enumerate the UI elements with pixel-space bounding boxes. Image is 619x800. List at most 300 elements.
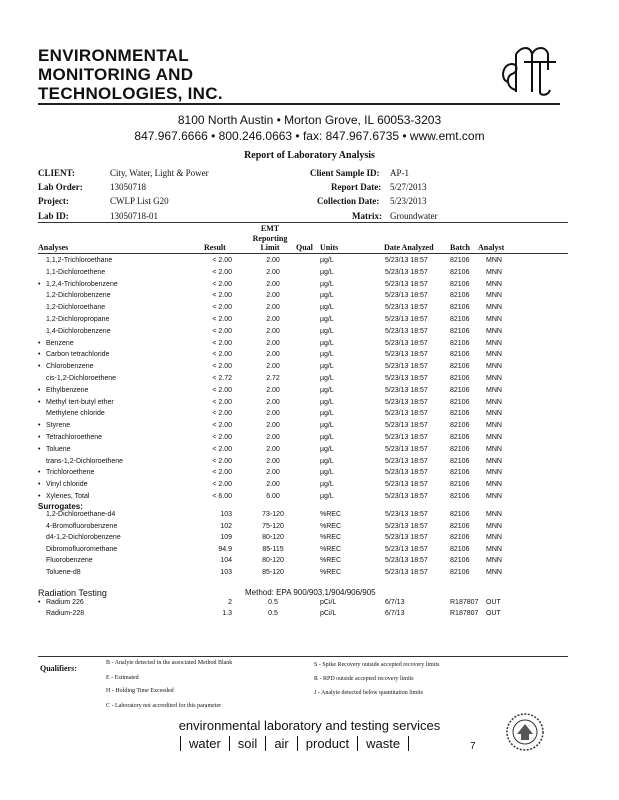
reporting-limit: 2.00: [266, 292, 280, 300]
batch-value: 82106: [450, 386, 470, 394]
analyte-name: Chlorobenzene: [46, 363, 94, 371]
result-value: 2: [228, 599, 232, 606]
row-marker: •: [38, 469, 41, 477]
analyst-value: MNN: [486, 534, 502, 541]
reporting-limit: 2.00: [266, 280, 280, 288]
table-row: [38, 434, 568, 445]
company-address: 8100 North Austin • Morton Grove, IL 60053-3203: [177, 113, 442, 127]
reporting-limit: 85-115: [262, 545, 284, 553]
units-value: µg/L: [320, 469, 334, 477]
date-analyzed: 5/23/13 18:57: [385, 316, 428, 323]
units-value: µg/L: [320, 457, 334, 465]
service-item: product: [297, 736, 357, 751]
reporting-limit: 2.00: [266, 257, 280, 264]
analyst-value: MNN: [486, 257, 502, 264]
analyte-name: Radium 226: [46, 599, 84, 606]
analyte-name: 1,2-Dichlorobenzene: [46, 292, 111, 300]
row-marker: •: [38, 363, 41, 371]
table-row: [38, 304, 568, 315]
row-marker: •: [38, 445, 41, 453]
batch-value: 82106: [450, 568, 470, 576]
table-row: [38, 340, 568, 351]
analyte-name: 1,2,4-Trichlorobenzene: [46, 280, 118, 288]
analyst-value: MNN: [486, 351, 502, 359]
qualifier-c: C - Laboratory not accredited for this parameter: [106, 703, 222, 709]
company-name: [38, 46, 223, 103]
units-value: µg/L: [320, 386, 334, 394]
project-value: CWLP List G20: [110, 196, 169, 206]
row-marker: •: [38, 339, 41, 347]
lab-id-label: Lab ID:: [38, 211, 69, 221]
table-row: [38, 599, 568, 610]
reporting-limit: 2.72: [266, 375, 280, 382]
result-value: 104: [220, 557, 232, 564]
batch-value: 82106: [450, 375, 470, 382]
analyst-value: MNN: [486, 327, 502, 335]
col-reporting: Reporting: [252, 234, 288, 243]
batch-value: 82106: [450, 422, 470, 430]
service-item: waste: [357, 736, 409, 751]
footer-tagline: environmental laboratory and testing services: [178, 718, 441, 733]
analyst-value: MNN: [486, 493, 502, 500]
analyte-name: 1,2-Dichloroethane-d4: [46, 511, 116, 518]
result-value: 103: [220, 568, 232, 576]
analyte-name: 1,2-Dichloropropane: [46, 316, 110, 323]
units-value: µg/L: [320, 410, 334, 418]
analyst-value: MNN: [486, 410, 502, 418]
analyte-name: trans-1,2-Dichloroethene: [46, 457, 124, 465]
table-row: [38, 569, 568, 580]
analyte-name: Trichloroethene: [46, 469, 95, 477]
analyte-name: 1,4-Dichlorobenzene: [46, 327, 111, 335]
analyte-name: d4-1,2-Dichlorobenzene: [46, 534, 121, 541]
header-divider: [38, 222, 568, 223]
qualifiers-divider: [38, 656, 568, 657]
result-value: 109: [220, 534, 232, 541]
date-analyzed: 5/23/13 18:57: [385, 534, 428, 541]
analyte-name: Toluene: [46, 445, 71, 453]
analyte-name: 1,1-Dichloroethene: [46, 268, 106, 276]
batch-value: 82106: [450, 257, 470, 264]
batch-value: 82106: [450, 280, 470, 288]
batch-value: 82106: [450, 316, 470, 323]
date-analyzed: 5/23/13 18:57: [385, 493, 428, 500]
result-value: 102: [220, 522, 232, 530]
table-row: [38, 292, 568, 303]
service-item: water: [180, 736, 229, 751]
analyst-value: MNN: [486, 545, 502, 553]
qualifier-h: H - Holding Time Exceeded: [106, 688, 174, 694]
batch-value: 82106: [450, 522, 470, 530]
units-value: µg/L: [320, 257, 334, 264]
row-marker: •: [38, 351, 41, 359]
analyte-name: Dibromofluoromethane: [46, 545, 118, 553]
table-row: [38, 481, 568, 492]
units-value: %REC: [320, 545, 342, 553]
date-analyzed: 5/23/13 18:57: [385, 257, 428, 264]
units-value: µg/L: [320, 363, 334, 371]
accreditation-seal-icon: [505, 712, 545, 752]
reporting-limit: 6.00: [266, 493, 280, 500]
result-value: < 2.00: [212, 268, 232, 276]
date-analyzed: 5/23/13 18:57: [385, 481, 428, 489]
reporting-limit: 2.00: [266, 363, 280, 371]
date-analyzed: 5/23/13 18:57: [385, 363, 428, 371]
table-row: [38, 363, 568, 374]
qualifier-r: R - RPD outside accepted recovery limits: [314, 676, 414, 682]
service-item: air: [265, 736, 296, 751]
reporting-limit: 0.5: [268, 599, 278, 606]
result-value: < 2.00: [212, 280, 232, 288]
col-emt: EMT: [260, 224, 280, 233]
analyte-name: 4-Bromofluorobenzene: [46, 522, 118, 530]
analyst-value: MNN: [486, 292, 502, 300]
col-date-analyzed: Date Analyzed: [384, 243, 434, 252]
col-qual: Qual: [296, 243, 313, 252]
service-item: soil: [229, 736, 266, 751]
analyte-name: Carbon tetrachloride: [46, 351, 110, 359]
result-value: < 6.00: [212, 493, 232, 500]
row-marker: •: [38, 493, 41, 500]
table-row: [38, 511, 568, 522]
reporting-limit: 0.5: [268, 610, 278, 617]
analyst-value: MNN: [486, 280, 502, 288]
table-row: [38, 458, 568, 469]
units-value: µg/L: [320, 292, 334, 300]
analyst-value: OUT: [486, 610, 501, 617]
date-analyzed: 5/23/13 18:57: [385, 511, 428, 518]
row-marker: •: [38, 398, 41, 406]
page-number: 7: [470, 741, 476, 752]
qualifier-s: S - Spike Recovery outside accepted recovery limits: [314, 662, 440, 668]
result-value: < 2.72: [212, 375, 232, 382]
collection-date-value: 5/23/2013: [390, 196, 427, 206]
units-value: µg/L: [320, 493, 334, 500]
date-analyzed: 5/23/13 18:57: [385, 386, 428, 394]
analyte-name: Methyl tert-butyl ether: [46, 398, 114, 406]
row-marker: •: [38, 422, 41, 430]
row-marker: •: [38, 280, 41, 288]
reporting-limit: 85-120: [262, 568, 284, 576]
units-value: pCi/L: [320, 599, 337, 606]
reporting-limit: 2.00: [266, 398, 280, 406]
reporting-limit: 2.00: [266, 339, 280, 347]
units-value: %REC: [320, 522, 342, 530]
units-value: µg/L: [320, 351, 334, 359]
result-value: < 2.00: [212, 457, 232, 465]
batch-value: 82106: [450, 410, 470, 418]
units-value: µg/L: [320, 434, 334, 441]
col-analyses: Analyses: [38, 243, 69, 252]
date-analyzed: 6/7/13: [385, 599, 405, 606]
analyst-value: MNN: [486, 522, 502, 530]
date-analyzed: 5/23/13 18:57: [385, 351, 428, 359]
batch-value: 82106: [450, 304, 470, 312]
company-contact: 847.967.6666 • 800.246.0663 • fax: 847.967.6735 • www.emt.com: [134, 129, 485, 143]
row-marker: •: [38, 599, 41, 606]
batch-value: 82106: [450, 481, 470, 489]
emt-logo-icon: [498, 40, 560, 98]
units-value: %REC: [320, 557, 342, 564]
reporting-limit: 2.00: [266, 386, 280, 394]
batch-value: 82106: [450, 339, 470, 347]
analyst-value: MNN: [486, 557, 502, 564]
table-row: [38, 422, 568, 433]
analyst-value: MNN: [486, 469, 502, 477]
table-row: [38, 269, 568, 280]
date-analyzed: 5/23/13 18:57: [385, 522, 428, 530]
analyst-value: MNN: [486, 398, 502, 406]
reporting-limit: 2.00: [266, 327, 280, 335]
qualifier-j: J - Analyte detected below quantitation limits: [314, 690, 423, 696]
date-analyzed: 5/23/13 18:57: [385, 557, 428, 564]
date-analyzed: 5/23/13 18:57: [385, 568, 428, 576]
analyte-name: 1,2-Dichloroethane: [46, 304, 106, 312]
date-analyzed: 5/23/13 18:57: [385, 545, 428, 553]
date-analyzed: 5/23/13 18:57: [385, 457, 428, 465]
analyte-name: Styrene: [46, 422, 71, 430]
reporting-limit: 2.00: [266, 304, 280, 312]
matrix-label: Matrix:: [352, 211, 382, 221]
qualifiers-label: Qualifiers:: [40, 664, 77, 673]
table-row: [38, 534, 568, 545]
analyte-name: Vinyl chloride: [46, 481, 88, 489]
client-label: CLIENT:: [38, 168, 75, 178]
col-result: Result: [204, 243, 226, 252]
batch-value: 82106: [450, 327, 470, 335]
batch-value: 82106: [450, 511, 470, 518]
date-analyzed: 5/23/13 18:57: [385, 292, 428, 300]
reporting-limit: 75-120: [262, 522, 284, 530]
table-row: [38, 387, 568, 398]
units-value: µg/L: [320, 268, 334, 276]
analyst-value: MNN: [486, 511, 502, 518]
result-value: < 2.00: [212, 410, 232, 418]
result-value: 1.3: [222, 610, 232, 617]
units-value: µg/L: [320, 481, 334, 489]
reporting-limit: 80-120: [262, 557, 284, 564]
company-name-line: MONITORING AND: [38, 65, 194, 84]
report-date-value: 5/27/2013: [390, 182, 427, 192]
analyst-value: MNN: [486, 568, 502, 576]
units-value: µg/L: [320, 304, 334, 312]
report-title: Report of Laboratory Analysis: [244, 150, 375, 161]
date-analyzed: 5/23/13 18:57: [385, 280, 428, 288]
date-analyzed: 5/23/13 18:57: [385, 445, 428, 453]
reporting-limit: 2.00: [266, 469, 280, 477]
qualifier-b: B - Analyte detected in the associated Method Blank: [106, 660, 233, 666]
batch-value: R187807: [450, 610, 479, 617]
table-row: [38, 281, 568, 292]
table-row: [38, 316, 568, 327]
analyst-value: MNN: [486, 375, 502, 382]
reporting-limit: 2.00: [266, 410, 280, 418]
reporting-limit: 2.00: [266, 268, 280, 276]
table-row: [38, 410, 568, 421]
result-value: < 2.00: [212, 445, 232, 453]
row-marker: •: [38, 386, 41, 394]
result-value: 94.9: [218, 545, 232, 553]
batch-value: 82106: [450, 493, 470, 500]
units-value: µg/L: [320, 375, 334, 382]
analyte-name: 1,1,2-Trichloroethane: [46, 257, 113, 264]
surrogates-label: Surrogates:: [38, 502, 83, 511]
reporting-limit: 2.00: [266, 445, 280, 453]
units-value: µg/L: [320, 445, 334, 453]
result-value: < 2.00: [212, 422, 232, 430]
analyte-name: Xylenes, Total: [46, 493, 90, 500]
units-value: µg/L: [320, 327, 334, 335]
date-analyzed: 5/23/13 18:57: [385, 327, 428, 335]
analyte-name: Ethylbenzene: [46, 386, 89, 394]
batch-value: 82106: [450, 268, 470, 276]
table-row: [38, 493, 568, 504]
table-row: [38, 328, 568, 339]
result-value: < 2.00: [212, 292, 232, 300]
date-analyzed: 6/7/13: [385, 610, 405, 617]
reporting-limit: 2.00: [266, 481, 280, 489]
analyte-name: Fluorobenzene: [46, 557, 93, 564]
header-rule: [38, 103, 560, 105]
batch-value: 82106: [450, 534, 470, 541]
units-value: µg/L: [320, 422, 334, 430]
date-analyzed: 5/23/13 18:57: [385, 469, 428, 477]
analyst-value: MNN: [486, 339, 502, 347]
units-value: µg/L: [320, 280, 334, 288]
analyst-value: MNN: [486, 434, 502, 441]
result-value: < 2.00: [212, 339, 232, 347]
date-analyzed: 5/23/13 18:57: [385, 422, 428, 430]
analyte-name: Tetrachloroethene: [46, 434, 103, 441]
lab-order-label: Lab Order:: [38, 182, 83, 192]
result-value: < 2.00: [212, 386, 232, 394]
units-value: pCi/L: [320, 610, 337, 617]
date-analyzed: 5/23/13 18:57: [385, 434, 428, 441]
company-name-line: ENVIRONMENTAL: [38, 46, 189, 65]
col-batch: Batch: [450, 243, 470, 252]
analyte-name: Methylene chloride: [46, 410, 105, 418]
analyst-value: MNN: [486, 386, 502, 394]
analyst-value: MNN: [486, 481, 502, 489]
batch-value: 82106: [450, 545, 470, 553]
date-analyzed: 5/23/13 18:57: [385, 375, 428, 382]
col-analyst: Analyst: [478, 243, 505, 252]
analyst-value: MNN: [486, 363, 502, 371]
analyte-name: Benzene: [46, 339, 74, 347]
batch-value: 82106: [450, 469, 470, 477]
report-date-label: Report Date:: [331, 182, 382, 192]
analyst-value: MNN: [486, 445, 502, 453]
analyte-name: Radium-228: [46, 610, 85, 617]
analyst-value: MNN: [486, 316, 502, 323]
analyst-value: MNN: [486, 457, 502, 465]
result-value: < 2.00: [212, 363, 232, 371]
date-analyzed: 5/23/13 18:57: [385, 339, 428, 347]
units-value: %REC: [320, 534, 342, 541]
table-row: [38, 446, 568, 457]
analyst-value: MNN: [486, 422, 502, 430]
table-row: [38, 399, 568, 410]
batch-value: 82106: [450, 557, 470, 564]
units-value: µg/L: [320, 316, 334, 323]
result-value: < 2.00: [212, 398, 232, 406]
columns-divider: [38, 253, 568, 254]
table-row: [38, 469, 568, 480]
units-value: %REC: [320, 511, 342, 518]
services-list: [180, 736, 409, 751]
reporting-limit: 2.00: [266, 351, 280, 359]
col-units: Units: [320, 243, 339, 252]
units-value: %REC: [320, 568, 342, 576]
lab-order-value: 13050718: [110, 182, 146, 192]
result-value: 103: [220, 511, 232, 518]
units-value: µg/L: [320, 339, 334, 347]
reporting-limit: 2.00: [266, 434, 280, 441]
table-row: [38, 557, 568, 568]
qualifier-e: E - Estimated: [106, 675, 139, 681]
result-value: < 2.00: [212, 469, 232, 477]
analyst-value: OUT: [486, 599, 501, 606]
result-value: < 2.00: [212, 304, 232, 312]
table-row: [38, 546, 568, 557]
date-analyzed: 5/23/13 18:57: [385, 304, 428, 312]
radiation-title: Radiation Testing: [38, 588, 107, 598]
date-analyzed: 5/23/13 18:57: [385, 410, 428, 418]
batch-value: 82106: [450, 434, 470, 441]
result-value: < 2.00: [212, 481, 232, 489]
lab-id-value: 13050718-01: [110, 211, 158, 221]
reporting-limit: 80-120: [262, 534, 284, 541]
company-name-line: TECHNOLOGIES, INC.: [38, 84, 223, 103]
sample-id-label: Client Sample ID:: [310, 168, 380, 178]
col-limit: Limit: [260, 243, 280, 252]
batch-value: 82106: [450, 398, 470, 406]
analyst-value: MNN: [486, 304, 502, 312]
analyst-value: MNN: [486, 268, 502, 276]
units-value: µg/L: [320, 398, 334, 406]
reporting-limit: 2.00: [266, 316, 280, 323]
date-analyzed: 5/23/13 18:57: [385, 398, 428, 406]
reporting-limit: 2.00: [266, 422, 280, 430]
result-value: < 2.00: [212, 327, 232, 335]
result-value: < 2.00: [212, 351, 232, 359]
date-analyzed: 5/23/13 18:57: [385, 268, 428, 276]
radiation-method: Method: EPA 900/903.1/904/906/905: [245, 588, 376, 597]
row-marker: •: [38, 434, 41, 441]
result-value: < 2.00: [212, 434, 232, 441]
batch-value: 82106: [450, 457, 470, 465]
result-value: < 2.00: [212, 316, 232, 323]
analyte-name: cis-1,2-Dichloroethene: [46, 375, 117, 382]
table-row: [38, 351, 568, 362]
analyte-name: Toluene-d8: [46, 568, 81, 576]
matrix-value: Groundwater: [390, 211, 438, 221]
batch-value: 82106: [450, 445, 470, 453]
table-row: [38, 375, 568, 386]
table-row: [38, 523, 568, 534]
reporting-limit: 73-120: [262, 511, 284, 518]
client-value: City, Water, Light & Power: [110, 168, 209, 178]
sample-id-value: AP-1: [390, 168, 410, 178]
table-row: [38, 610, 568, 621]
result-value: < 2.00: [212, 257, 232, 264]
row-marker: •: [38, 481, 41, 489]
project-label: Project:: [38, 196, 69, 206]
collection-date-label: Collection Date:: [317, 196, 380, 206]
batch-value: 82106: [450, 351, 470, 359]
batch-value: 82106: [450, 292, 470, 300]
batch-value: R187807: [450, 599, 479, 606]
